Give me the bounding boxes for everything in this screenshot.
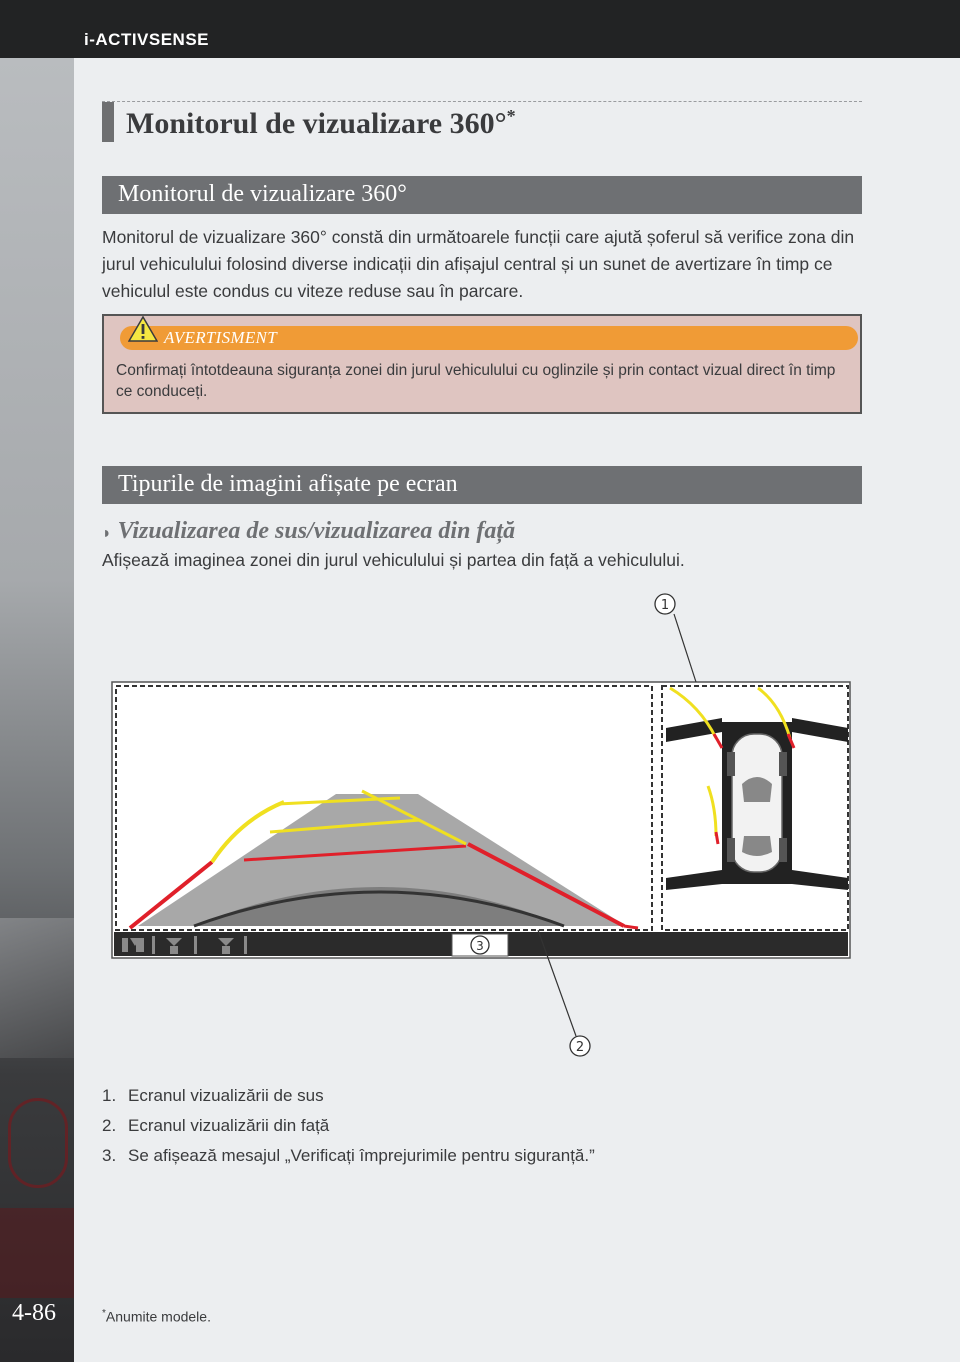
front-view-panel xyxy=(116,686,652,930)
list-item xyxy=(102,1116,862,1146)
page-content xyxy=(74,58,960,1362)
seat-shape xyxy=(0,1208,74,1298)
list-item xyxy=(102,1086,862,1116)
warning-label: AVERTISMENT xyxy=(164,328,277,347)
topic-heading xyxy=(102,518,515,545)
warning-text: Confirmați întotdeauna siguranța zonei din jurul vehiculului cu oglinzile și prin contact vizual direct în timp ce conduceți. xyxy=(116,362,836,400)
camera-display-illustration xyxy=(110,588,862,1068)
list-item-number: 2. xyxy=(102,1116,117,1135)
intro-paragraph: Monitorul de vizualizare 360° constă din următoarele funcții care ajută șoferul să verifice zona din jurul vehiculului folosind diverse indicații din afișajul central și un sunet de avertizare în timp ce vehiculul este condus cu viteze reduse sau în parcare. xyxy=(102,227,855,301)
callout-1-label: 1 xyxy=(660,598,670,613)
list-item xyxy=(102,1146,862,1176)
warning-box xyxy=(102,314,862,414)
page-title xyxy=(126,106,516,141)
left-decorative-band xyxy=(0,58,74,1362)
top-view-panel xyxy=(662,686,848,930)
title-asterisk: * xyxy=(506,106,516,126)
page-number: 4-86 xyxy=(12,1300,56,1326)
callout-1 xyxy=(655,594,675,614)
list-item-text: Ecranul vizualizării din față xyxy=(128,1116,330,1135)
heading-bar xyxy=(102,102,114,142)
steering-wheel-shape xyxy=(8,1098,68,1188)
interior-photo-shape xyxy=(0,918,74,1058)
warning-triangle-icon xyxy=(128,316,158,342)
bullet-marker-icon: ◗ xyxy=(102,525,112,542)
footnote-text: Anumite modele. xyxy=(105,1308,211,1325)
page-title-text: Monitorul de vizualizare 360° xyxy=(126,107,507,140)
main-heading xyxy=(102,100,862,146)
list-item-text: Ecranul vizualizării de sus xyxy=(128,1086,324,1105)
section-name: i-ACTIVSENSE xyxy=(84,30,210,49)
top-bar xyxy=(0,0,960,58)
list-item-number: 3. xyxy=(102,1146,117,1165)
footnote xyxy=(102,1308,211,1325)
callout-2 xyxy=(570,1036,590,1056)
subsection-heading-2: Tipurile de imagini afișate pe ecran xyxy=(102,466,862,504)
subsection-heading-1: Monitorul de vizualizare 360° xyxy=(102,176,862,214)
topic-title: Vizualizarea de sus/vizualizarea din față xyxy=(117,518,516,544)
callout-3-label: 3 xyxy=(476,939,484,953)
topic-description: Afișează imaginea zonei din jurul vehiculului și partea din față a vehiculului. xyxy=(102,550,685,570)
callout-2-label: 2 xyxy=(575,1040,585,1055)
callout-3 xyxy=(471,936,489,954)
footnote-asterisk: * xyxy=(102,1308,106,1319)
list-item-text: Se afișează mesajul „Verificați împrejurimile pentru siguranță.” xyxy=(128,1146,595,1165)
legend-list xyxy=(102,1086,862,1176)
heading-dotted-rule xyxy=(102,101,862,102)
list-item-number: 1. xyxy=(102,1086,117,1105)
